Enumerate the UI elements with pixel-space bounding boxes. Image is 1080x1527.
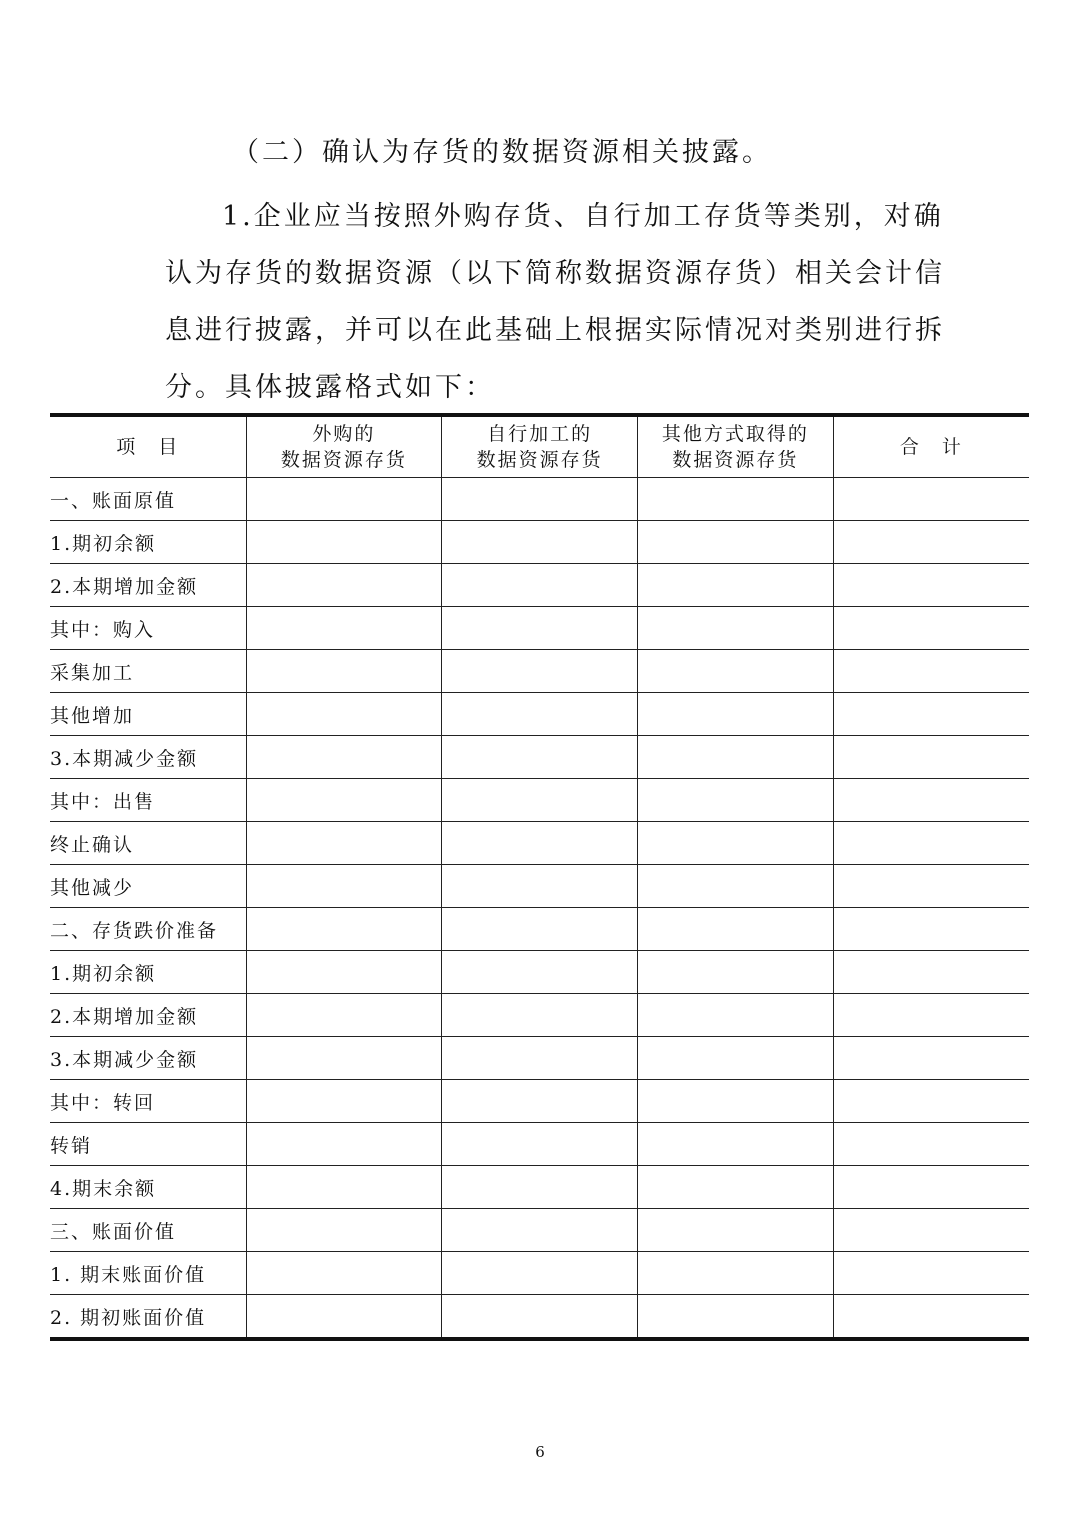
row-label: 其中：转回 <box>50 1080 246 1123</box>
table-cell <box>442 1295 638 1340</box>
table-cell <box>246 908 442 951</box>
header-purchased: 外购的 数据资源存货 <box>246 415 442 478</box>
row-label: 3.本期减少金额 <box>50 1037 246 1080</box>
table-cell <box>833 650 1029 693</box>
table-cell <box>442 650 638 693</box>
table-cell <box>442 1209 638 1252</box>
table-cell <box>442 951 638 994</box>
table-cell <box>246 736 442 779</box>
table-cell <box>442 607 638 650</box>
table-cell <box>442 478 638 521</box>
table-cell <box>638 908 834 951</box>
table-cell <box>246 607 442 650</box>
table-cell <box>833 951 1029 994</box>
table-cell <box>442 994 638 1037</box>
table-row <box>50 865 1029 908</box>
table-cell <box>833 822 1029 865</box>
table-cell <box>638 1166 834 1209</box>
row-label: 三、账面价值 <box>50 1209 246 1252</box>
row-label: 2. 期初账面价值 <box>50 1295 246 1340</box>
table-row <box>50 1080 1029 1123</box>
table-row <box>50 1295 1029 1340</box>
table-row <box>50 1252 1029 1295</box>
table-cell <box>638 822 834 865</box>
table-cell <box>442 1037 638 1080</box>
table-cell <box>638 736 834 779</box>
row-label: 终止确认 <box>50 822 246 865</box>
table-cell <box>246 1037 442 1080</box>
table-cell <box>442 736 638 779</box>
row-label: 其他增加 <box>50 693 246 736</box>
table-cell <box>246 1295 442 1340</box>
table-cell <box>638 994 834 1037</box>
table-cell <box>246 1080 442 1123</box>
table-cell <box>638 1080 834 1123</box>
paragraph-line: 分。具体披露格式如下： <box>165 372 495 403</box>
table-row <box>50 478 1029 521</box>
paragraph-line: 1.企业应当按照外购存货、自行加工存货等类别，对确 <box>222 201 944 232</box>
table-cell <box>442 1080 638 1123</box>
paragraph-line: 认为存货的数据资源（以下简称数据资源存货）相关会计信 <box>165 258 945 289</box>
table-cell <box>833 865 1029 908</box>
table-row <box>50 994 1029 1037</box>
table-cell <box>833 1295 1029 1340</box>
table-cell <box>442 822 638 865</box>
row-label: 一、账面原值 <box>50 478 246 521</box>
table-cell <box>442 564 638 607</box>
row-label: 转销 <box>50 1123 246 1166</box>
table-cell <box>833 478 1029 521</box>
table-cell <box>833 736 1029 779</box>
header-other-acquired: 其他方式取得的 数据资源存货 <box>638 415 834 478</box>
body-paragraph <box>165 188 945 416</box>
table-cell <box>833 1252 1029 1295</box>
table-cell <box>442 1123 638 1166</box>
table-cell <box>246 521 442 564</box>
row-label: 采集加工 <box>50 650 246 693</box>
table-cell <box>833 779 1029 822</box>
table-cell <box>246 951 442 994</box>
table-cell <box>246 1209 442 1252</box>
table-row <box>50 1037 1029 1080</box>
row-label: 1.期初余额 <box>50 951 246 994</box>
table-cell <box>442 1166 638 1209</box>
table-cell <box>246 564 442 607</box>
row-label: 2.本期增加金额 <box>50 564 246 607</box>
row-label: 二、存货跌价准备 <box>50 908 246 951</box>
table-cell <box>833 564 1029 607</box>
table-cell <box>833 1037 1029 1080</box>
row-label: 其他减少 <box>50 865 246 908</box>
table-header-row <box>50 415 1029 478</box>
table-cell <box>246 779 442 822</box>
table-cell <box>442 908 638 951</box>
table-cell <box>442 779 638 822</box>
table-cell <box>638 650 834 693</box>
table-row <box>50 779 1029 822</box>
table-row <box>50 521 1029 564</box>
table-cell <box>833 521 1029 564</box>
table-cell <box>638 951 834 994</box>
table-cell <box>442 1252 638 1295</box>
table-row <box>50 693 1029 736</box>
table-cell <box>833 1166 1029 1209</box>
table-cell <box>638 607 834 650</box>
table-cell <box>833 1123 1029 1166</box>
table-cell <box>833 994 1029 1037</box>
table-cell <box>833 607 1029 650</box>
table-cell <box>638 779 834 822</box>
row-label: 3.本期减少金额 <box>50 736 246 779</box>
paragraph-line: 息进行披露，并可以在此基础上根据实际情况对类别进行拆 <box>165 315 945 346</box>
table-row <box>50 736 1029 779</box>
table-cell <box>246 1166 442 1209</box>
table-cell <box>833 908 1029 951</box>
table-row <box>50 1209 1029 1252</box>
table-cell <box>246 650 442 693</box>
table-cell <box>638 564 834 607</box>
table-row <box>50 1166 1029 1209</box>
table-cell <box>638 478 834 521</box>
row-label: 1. 期末账面价值 <box>50 1252 246 1295</box>
table-row <box>50 908 1029 951</box>
page-number: 6 <box>535 1443 545 1461</box>
row-label: 其中：购入 <box>50 607 246 650</box>
table-row <box>50 564 1029 607</box>
table-cell <box>246 693 442 736</box>
table-cell <box>246 865 442 908</box>
table-cell <box>246 1123 442 1166</box>
row-label: 其中：出售 <box>50 779 246 822</box>
table-cell <box>638 693 834 736</box>
table-row <box>50 1123 1029 1166</box>
table-cell <box>638 521 834 564</box>
table-cell <box>833 1209 1029 1252</box>
section-heading: （二）确认为存货的数据资源相关披露。 <box>232 137 772 168</box>
row-label: 4.期末余额 <box>50 1166 246 1209</box>
header-item: 项 目 <box>50 415 246 478</box>
table-cell <box>246 822 442 865</box>
row-label: 1.期初余额 <box>50 521 246 564</box>
table-cell <box>833 1080 1029 1123</box>
table-cell <box>638 1123 834 1166</box>
table-row <box>50 607 1029 650</box>
table-cell <box>442 693 638 736</box>
table-cell <box>638 1209 834 1252</box>
table-cell <box>638 865 834 908</box>
table-row <box>50 951 1029 994</box>
table-cell <box>442 865 638 908</box>
table-cell <box>638 1295 834 1340</box>
table-cell <box>638 1037 834 1080</box>
table-cell <box>833 693 1029 736</box>
table-row <box>50 822 1029 865</box>
table-cell <box>246 478 442 521</box>
disclosure-table <box>50 413 1029 1341</box>
row-label: 2.本期增加金额 <box>50 994 246 1037</box>
table-cell <box>638 1252 834 1295</box>
table-row <box>50 650 1029 693</box>
header-total: 合 计 <box>833 415 1029 478</box>
table-cell <box>246 1252 442 1295</box>
header-self-processed: 自行加工的 数据资源存货 <box>442 415 638 478</box>
table-cell <box>246 994 442 1037</box>
table-cell <box>442 521 638 564</box>
